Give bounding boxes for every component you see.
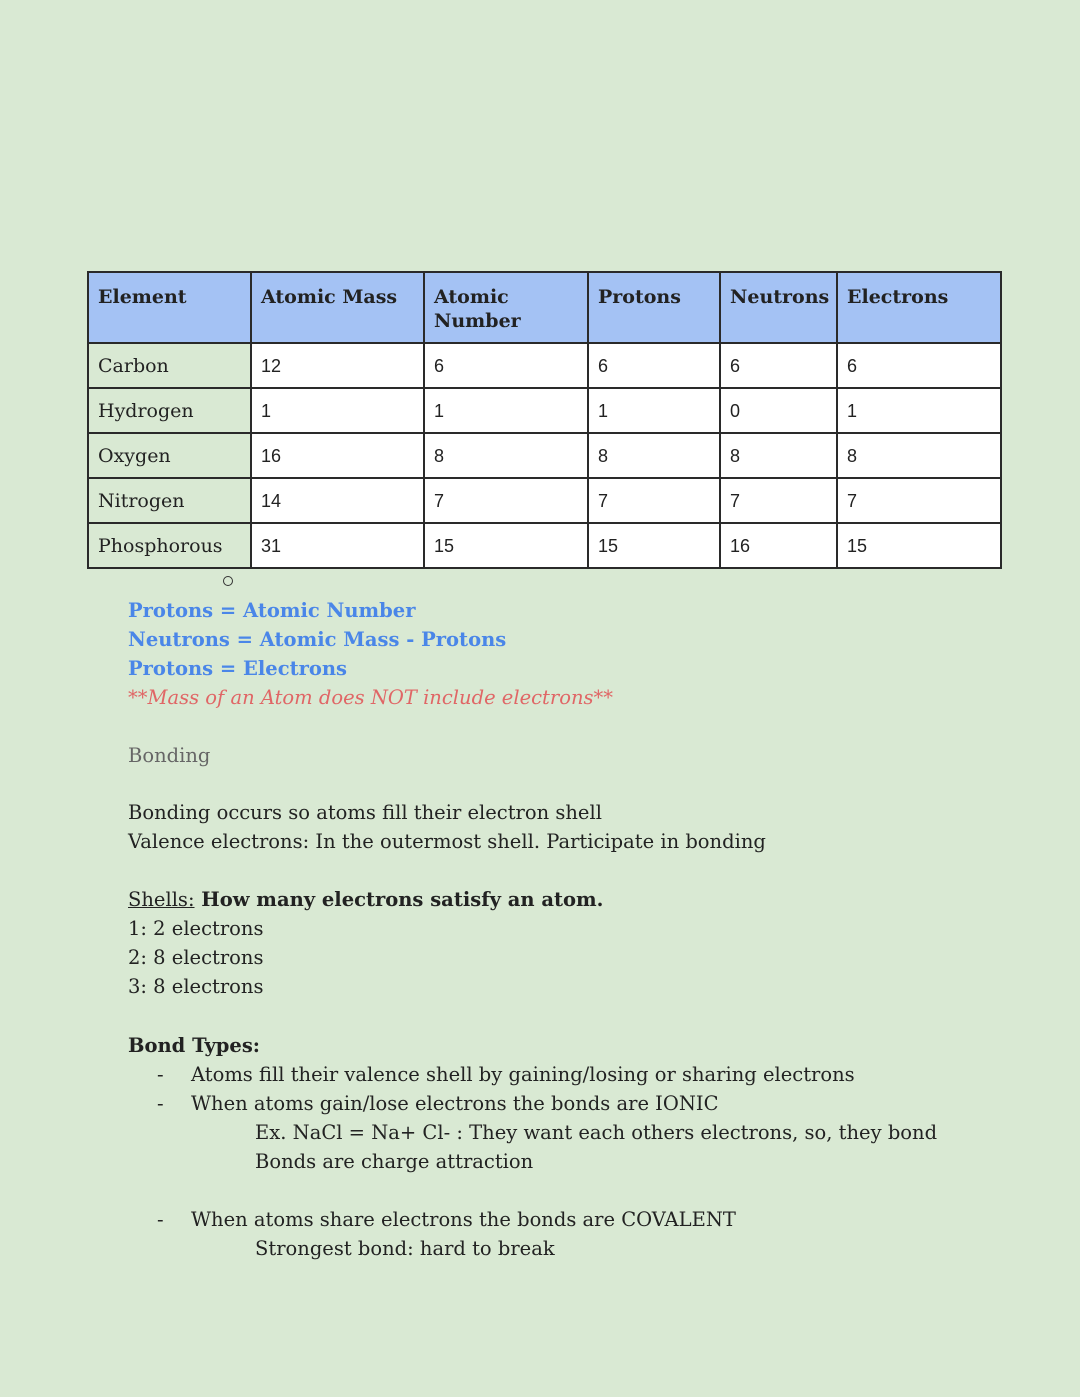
cell-atomic-mass: 16 bbox=[251, 433, 424, 478]
shells-question: How many electrons satisfy an atom. bbox=[194, 888, 604, 911]
header-electrons: Electrons bbox=[837, 272, 1001, 343]
shell-item: 3: 8 electrons bbox=[128, 975, 264, 998]
bond-types-bullet-2: When atoms gain/lose electrons the bonds are IONIC bbox=[191, 1092, 719, 1115]
cell-atomic-number: 7 bbox=[424, 478, 588, 523]
table-row bbox=[88, 523, 1001, 568]
ionic-example: Ex. NaCl = Na+ Cl- : They want each others electrons, so, they bond bbox=[255, 1121, 938, 1144]
shells-label: Shells: bbox=[128, 888, 195, 911]
cell-element: Nitrogen bbox=[88, 478, 251, 523]
cell-neutrons: 16 bbox=[720, 523, 837, 568]
cell-protons: 7 bbox=[588, 478, 720, 523]
bonding-line-2: Valence electrons: In the outermost shell. Participate in bonding bbox=[128, 830, 766, 853]
shells-heading bbox=[128, 888, 603, 911]
cell-atomic-number: 15 bbox=[424, 523, 588, 568]
cell-neutrons: 8 bbox=[720, 433, 837, 478]
cell-atomic-mass: 12 bbox=[251, 343, 424, 388]
cell-element: Carbon bbox=[88, 343, 251, 388]
formula-protons-electrons: Protons = Electrons bbox=[128, 657, 348, 680]
cell-protons: 8 bbox=[588, 433, 720, 478]
bullet-circle-icon bbox=[223, 576, 233, 586]
header-atomic-mass: Atomic Mass bbox=[251, 272, 424, 343]
cell-element: Hydrogen bbox=[88, 388, 251, 433]
cell-atomic-number: 6 bbox=[424, 343, 588, 388]
mass-note: **Mass of an Atom does NOT include electrons** bbox=[128, 686, 614, 709]
table-row bbox=[88, 388, 1001, 433]
header-protons: Protons bbox=[588, 272, 720, 343]
cell-neutrons: 6 bbox=[720, 343, 837, 388]
cell-atomic-mass: 31 bbox=[251, 523, 424, 568]
cell-neutrons: 0 bbox=[720, 388, 837, 433]
cell-electrons: 7 bbox=[837, 478, 1001, 523]
shell-item: 2: 8 electrons bbox=[128, 946, 264, 969]
cell-electrons: 1 bbox=[837, 388, 1001, 433]
ionic-note: Bonds are charge attraction bbox=[255, 1150, 534, 1173]
cell-atomic-mass: 1 bbox=[251, 388, 424, 433]
table-row bbox=[88, 433, 1001, 478]
formula-protons-atomic-number: Protons = Atomic Number bbox=[128, 599, 416, 622]
bullet-dash: - bbox=[157, 1092, 164, 1115]
bond-types-bullet-3: When atoms share electrons the bonds are COVALENT bbox=[191, 1208, 736, 1231]
cell-neutrons: 7 bbox=[720, 478, 837, 523]
cell-protons: 1 bbox=[588, 388, 720, 433]
bullet-dash: - bbox=[157, 1208, 164, 1231]
formula-neutrons: Neutrons = Atomic Mass - Protons bbox=[128, 628, 507, 651]
cell-element: Phosphorous bbox=[88, 523, 251, 568]
cell-atomic-number: 8 bbox=[424, 433, 588, 478]
header-neutrons: Neutrons bbox=[720, 272, 837, 343]
bond-types-bullet-1: Atoms fill their valence shell by gaining/losing or sharing electrons bbox=[191, 1063, 855, 1086]
covalent-note: Strongest bond: hard to break bbox=[255, 1237, 555, 1260]
bond-types-heading: Bond Types: bbox=[128, 1034, 261, 1057]
cell-electrons: 6 bbox=[837, 343, 1001, 388]
cell-atomic-number: 1 bbox=[424, 388, 588, 433]
cell-electrons: 8 bbox=[837, 433, 1001, 478]
bonding-line-1: Bonding occurs so atoms fill their electron shell bbox=[128, 801, 602, 824]
cell-protons: 6 bbox=[588, 343, 720, 388]
bullet-dash: - bbox=[157, 1063, 164, 1086]
elements-table bbox=[87, 271, 1002, 569]
shell-item: 1: 2 electrons bbox=[128, 917, 264, 940]
cell-atomic-mass: 14 bbox=[251, 478, 424, 523]
header-atomic-number: Atomic Number bbox=[424, 272, 588, 343]
header-element: Element bbox=[88, 272, 251, 343]
cell-protons: 15 bbox=[588, 523, 720, 568]
cell-electrons: 15 bbox=[837, 523, 1001, 568]
bonding-heading: Bonding bbox=[128, 744, 211, 767]
table-row bbox=[88, 343, 1001, 388]
table-row bbox=[88, 478, 1001, 523]
cell-element: Oxygen bbox=[88, 433, 251, 478]
table-header-row bbox=[88, 272, 1001, 343]
